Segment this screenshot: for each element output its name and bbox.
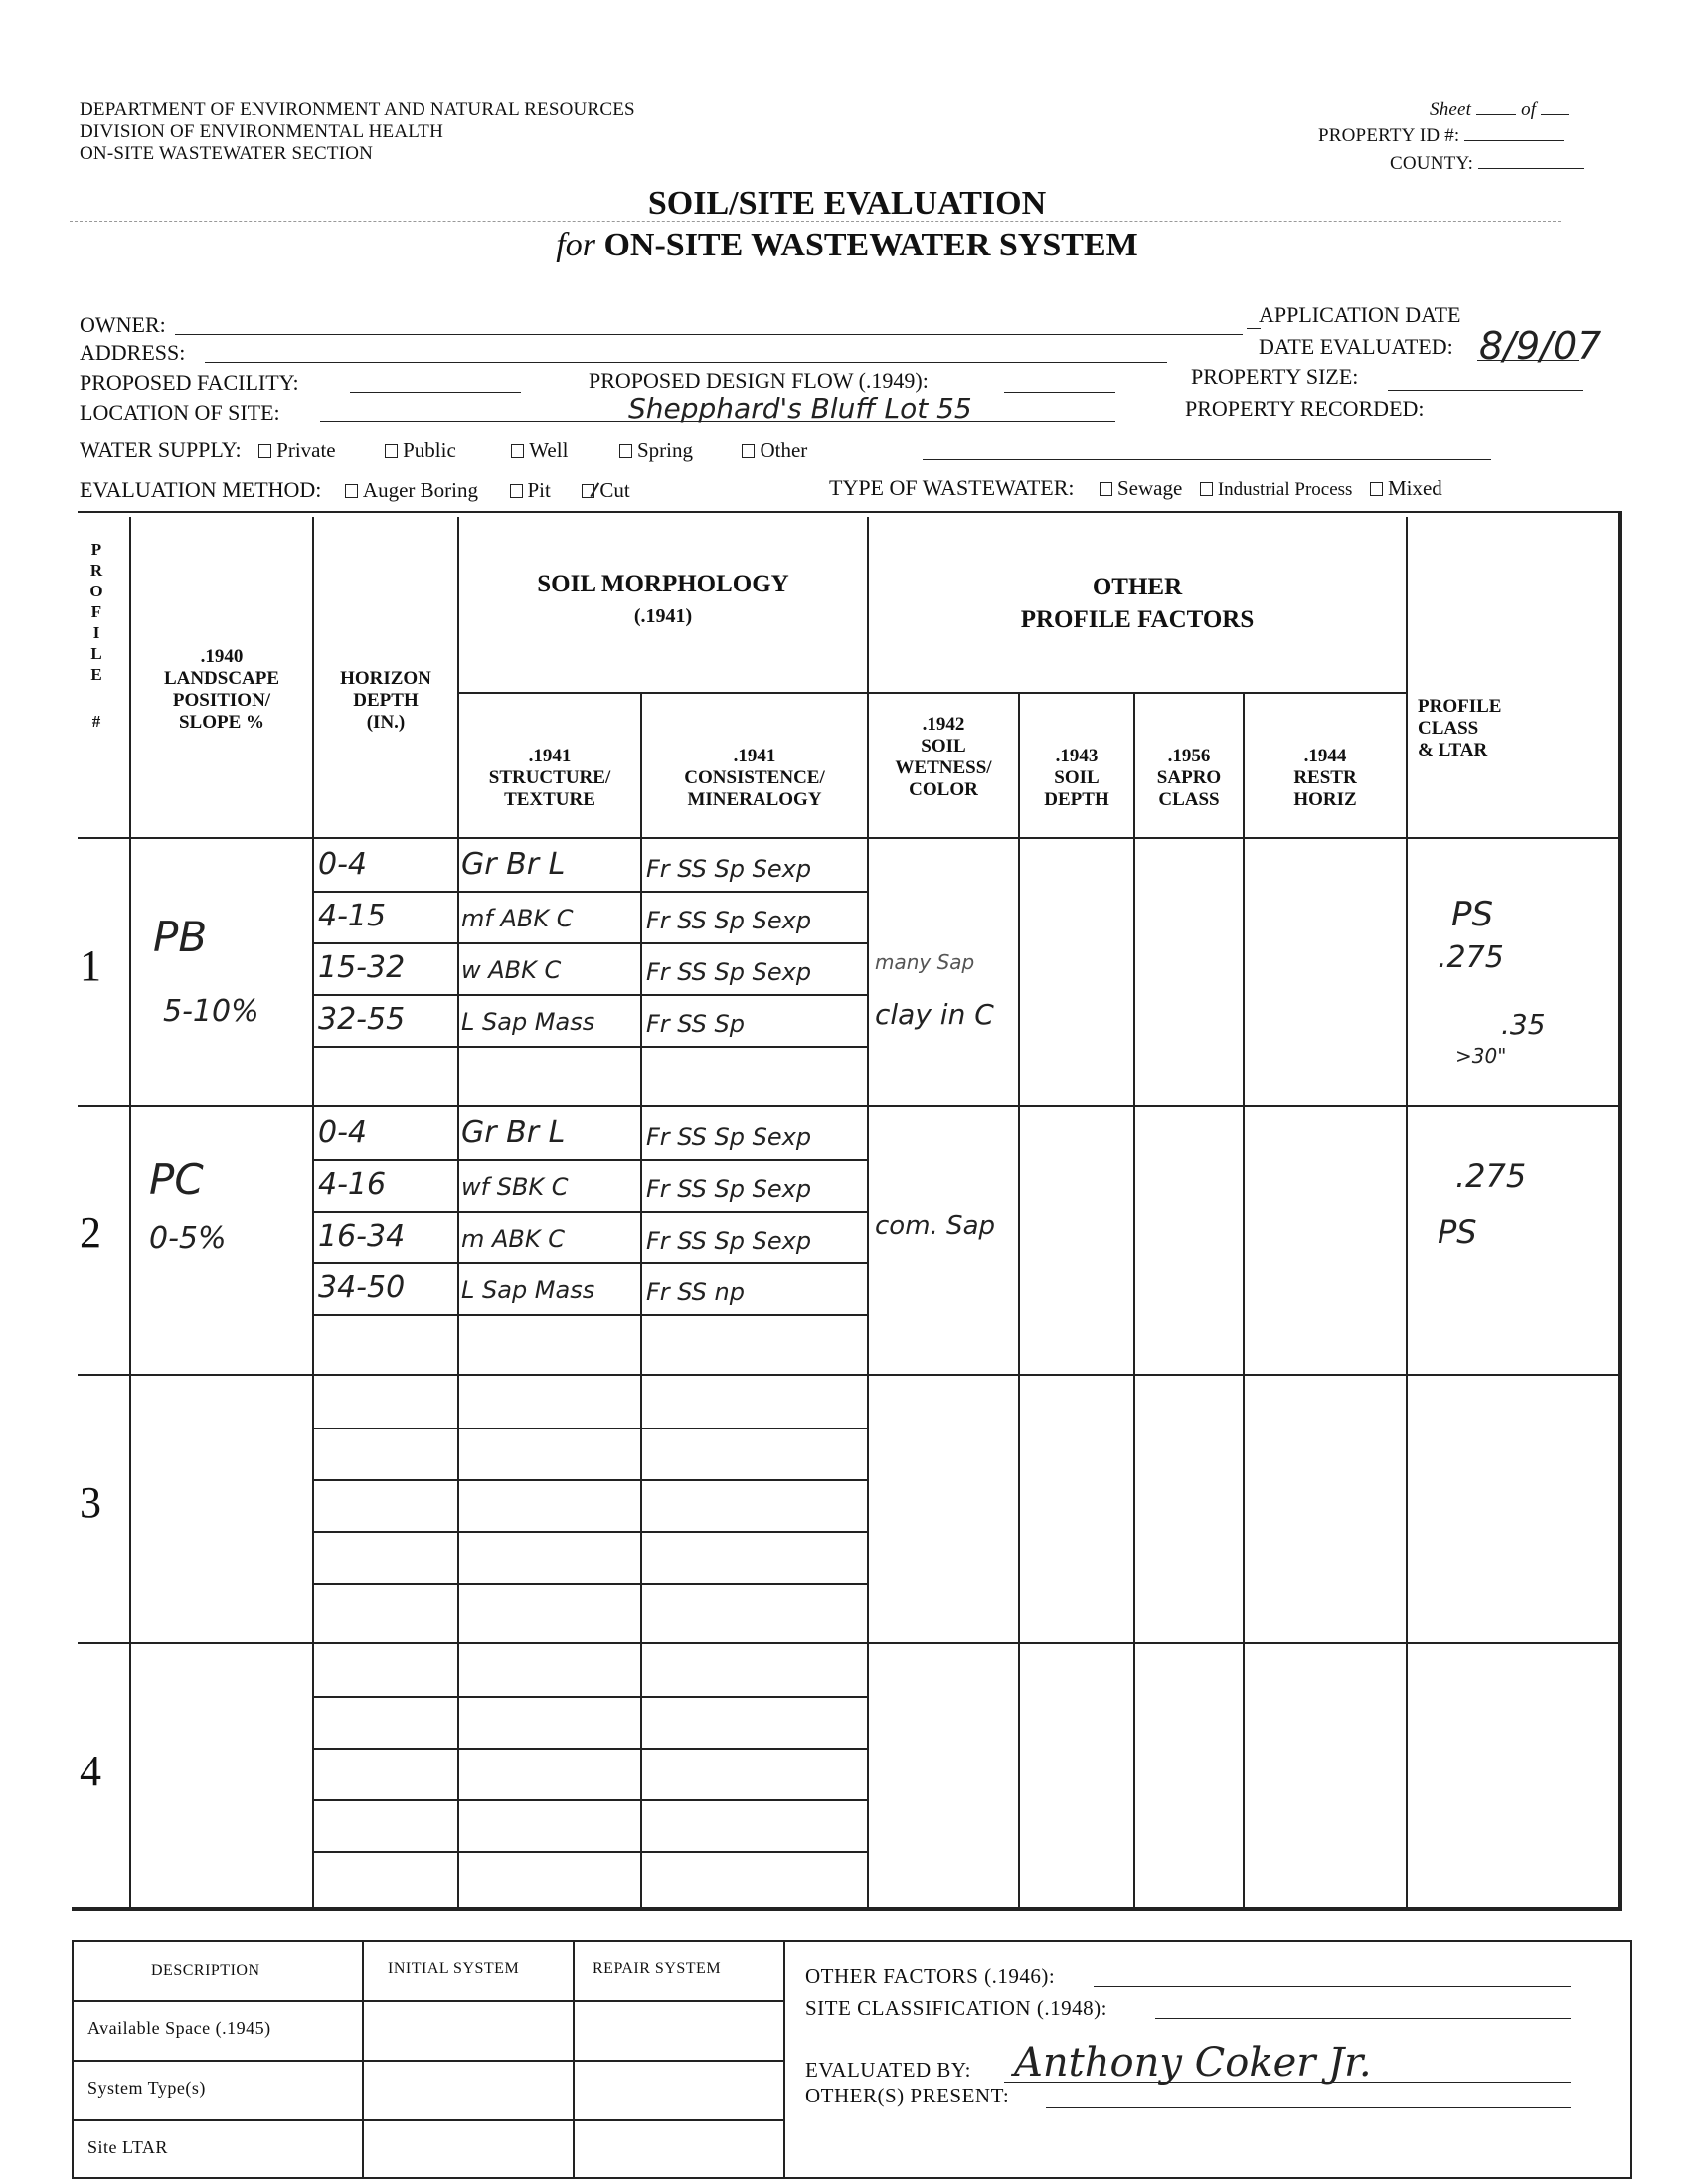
- horizon-depth: 0-4: [318, 1115, 367, 1150]
- initial-system-header: INITIAL SYSTEM: [388, 1960, 520, 1977]
- soil-wetness-note: many Sap: [875, 950, 975, 974]
- other-factors-field[interactable]: [1094, 1986, 1571, 1987]
- location-value: Shepphard's Bluff Lot 55: [628, 392, 972, 424]
- water-supply-private-label: Private: [276, 438, 336, 462]
- soil-wetness-header: [869, 714, 1018, 801]
- date-evaluated-value: 8/9/07: [1479, 324, 1602, 368]
- header-bottom-line: [78, 837, 1620, 839]
- address-label: ADDRESS:: [80, 340, 186, 365]
- structure-texture: mf ABK C: [461, 905, 574, 932]
- horizon-depth: 16-34: [318, 1219, 406, 1254]
- available-space-label: Available Space (.1945): [87, 2018, 271, 2038]
- horizon-depth: 4-16: [318, 1167, 387, 1202]
- eval-pit-label: Pit: [527, 478, 551, 502]
- other-factors-title-line: OTHER: [1092, 574, 1183, 600]
- property-size-field[interactable]: [1388, 390, 1583, 391]
- landscape-header-line: POSITION/: [172, 690, 271, 711]
- of-label: of: [1521, 99, 1537, 120]
- subrow-line: [312, 994, 867, 996]
- wastewater-sewage-label: Sewage: [1117, 476, 1183, 500]
- soil-morphology-code: (.1941): [633, 605, 693, 627]
- eval-cut[interactable]: [582, 478, 629, 502]
- profile-letter: #: [91, 712, 101, 731]
- other-factors-title-line: PROFILE FACTORS: [1020, 606, 1255, 633]
- profile-number: 4: [80, 1747, 101, 1795]
- depth-header-line: .1943: [1055, 746, 1099, 766]
- horizon-depth: 34-50: [318, 1270, 406, 1305]
- landscape-header-line: SLOPE %: [178, 712, 265, 733]
- repair-system-header: REPAIR SYSTEM: [593, 1960, 722, 1977]
- evaluated-by-label: EVALUATED BY:: [805, 2058, 971, 2082]
- subrow-line: [312, 1262, 867, 1264]
- water-supply-other[interactable]: [742, 438, 807, 462]
- horizon-depth-header: [314, 668, 457, 734]
- subrow-line: [312, 1314, 867, 1316]
- system-types-label: System Type(s): [87, 2078, 206, 2098]
- site-ltar-label: Site LTAR: [87, 2137, 168, 2157]
- profile-number: 3: [80, 1478, 101, 1527]
- date-evaluated-label: DATE EVALUATED:: [1259, 334, 1453, 359]
- slope-percent: 5-10%: [163, 994, 259, 1029]
- col-line-structure: [640, 692, 642, 1907]
- summary-row-line: [72, 2000, 785, 2002]
- wastewater-type-label: TYPE OF WASTEWATER:: [829, 475, 1075, 500]
- wastewater-industrial[interactable]: [1200, 479, 1353, 500]
- profile-class: PS: [1451, 895, 1494, 934]
- wetness-header-line: COLOR: [909, 779, 978, 800]
- water-supply-row: [80, 437, 807, 463]
- profile-letter: R: [89, 561, 103, 580]
- profile-class-header-line: PROFILE: [1418, 696, 1502, 717]
- soil-wetness-note: clay in C: [875, 998, 994, 1031]
- water-supply-private[interactable]: [258, 438, 335, 462]
- owner-label: OWNER:: [80, 312, 166, 337]
- proposed-facility-label: PROPOSED FACILITY:: [80, 370, 299, 395]
- soil-wetness-note: com. Sap: [875, 1211, 995, 1241]
- checkbox-icon[interactable]: [385, 444, 398, 458]
- subrow-line: [312, 1159, 867, 1161]
- application-date-rule: [1247, 328, 1261, 329]
- page-subtitle: [0, 227, 1694, 264]
- profile-number: 1: [80, 941, 101, 990]
- summary-row-line: [72, 2060, 785, 2062]
- site-classification-label: SITE CLASSIFICATION (.1948):: [805, 1996, 1107, 2020]
- sapro-class-header: [1135, 746, 1243, 811]
- consistence-mineralogy: Fr SS Sp Sexp: [646, 907, 812, 934]
- structure-texture: w ABK C: [461, 956, 562, 984]
- landscape-header: [131, 646, 312, 734]
- subrow-line: [312, 1531, 867, 1533]
- evaluated-by-field[interactable]: [1004, 2082, 1571, 2083]
- structure-texture: L Sap Mass: [461, 1276, 595, 1304]
- county-field: [1390, 153, 1584, 175]
- wastewater-type-row: [829, 475, 1442, 501]
- eval-cut-label: Cut: [599, 478, 630, 502]
- evaluation-method-label: EVALUATION METHOD:: [80, 477, 322, 502]
- structure-header-line: TEXTURE: [504, 789, 595, 810]
- profile-divider-2: [78, 1374, 1620, 1376]
- sheet-label: Sheet: [1430, 99, 1472, 120]
- subrow-line: [312, 1211, 867, 1213]
- water-supply-well[interactable]: [511, 438, 568, 462]
- property-id-label: PROPERTY ID #:: [1318, 125, 1460, 146]
- horizon-header-line: HORIZON: [340, 668, 431, 689]
- others-present-field[interactable]: [1046, 2107, 1571, 2108]
- ltar-value: .275: [1438, 940, 1504, 975]
- checkbox-icon[interactable]: [1200, 482, 1213, 496]
- table-top-border: [78, 511, 1620, 513]
- address-field[interactable]: [205, 362, 1167, 363]
- depth-header-line: SOIL: [1054, 767, 1100, 788]
- consistence-mineralogy: Fr SS Sp Sexp: [646, 958, 812, 986]
- water-supply-label: WATER SUPPLY:: [80, 437, 242, 462]
- profile-letter: E: [90, 665, 102, 684]
- wastewater-mixed-label: Mixed: [1387, 476, 1442, 500]
- col-line-wetness: [1018, 692, 1020, 1907]
- structure-texture-header: [459, 746, 640, 811]
- wetness-header-line: SOIL: [921, 736, 966, 756]
- col-line-depth: [1133, 692, 1135, 1907]
- wastewater-industrial-label: Industrial Process: [1217, 479, 1353, 500]
- col-line-sapro: [1243, 692, 1245, 1907]
- structure-texture: Gr Br L: [461, 847, 566, 882]
- proposed-facility-field[interactable]: [350, 392, 521, 393]
- horizon-depth: 0-4: [318, 847, 367, 882]
- consistence-header-line: MINERALOGY: [687, 789, 822, 810]
- water-supply-other-field[interactable]: [923, 459, 1491, 460]
- profile-letter: P: [90, 540, 102, 559]
- evaluation-method-row: [80, 477, 630, 503]
- water-supply-well-label: Well: [529, 438, 569, 462]
- subrow-line: [312, 891, 867, 893]
- ltar-value: .35: [1501, 1008, 1546, 1041]
- county-label: COUNTY:: [1390, 153, 1474, 174]
- summary-row-line: [72, 2119, 785, 2121]
- profile-divider-3: [78, 1642, 1620, 1644]
- owner-field[interactable]: [175, 334, 1243, 335]
- consistence-header-line: .1941: [733, 746, 776, 766]
- profile-class-header: [1408, 696, 1626, 761]
- wetness-header-line: WETNESS/: [895, 757, 992, 778]
- consistence-mineralogy-header: [642, 746, 867, 811]
- profile-class-header-line: CLASS: [1418, 718, 1479, 739]
- site-classification-field[interactable]: [1155, 2018, 1571, 2019]
- subrow-line: [312, 1851, 867, 1853]
- consistence-mineralogy: Fr SS Sp Sexp: [646, 1175, 812, 1203]
- property-recorded-label: PROPERTY RECORDED:: [1185, 396, 1425, 420]
- depth-header-line: DEPTH: [1044, 789, 1109, 810]
- water-supply-spring-label: Spring: [636, 438, 693, 462]
- eval-auger-boring[interactable]: [345, 478, 478, 502]
- eval-auger-boring-label: Auger Boring: [362, 478, 478, 502]
- landscape-position: PC: [149, 1155, 204, 1204]
- consistence-mineralogy: Fr SS np: [646, 1278, 745, 1306]
- soil-morphology-title: SOIL MORPHOLOGY: [537, 571, 789, 597]
- property-size-label: PROPERTY SIZE:: [1191, 364, 1359, 389]
- profile-number: 2: [80, 1208, 101, 1257]
- checkbox-icon[interactable]: [258, 444, 271, 458]
- wastewater-sewage[interactable]: [1100, 476, 1182, 500]
- structure-texture: L Sap Mass: [461, 1008, 595, 1036]
- wetness-header-line: .1942: [922, 714, 965, 735]
- dept-line-1: DEPARTMENT OF ENVIRONMENT AND NATURAL RESOURCES: [80, 99, 635, 120]
- profile-number-header: [82, 539, 111, 732]
- structure-header-line: STRUCTURE/: [488, 767, 611, 788]
- department-header: [80, 99, 635, 165]
- header-group-divider: [457, 692, 1406, 694]
- structure-texture: wf SBK C: [461, 1173, 569, 1201]
- subrow-line: [312, 1046, 867, 1048]
- subrow-line: [312, 1583, 867, 1585]
- date-evaluated-field[interactable]: [1477, 360, 1579, 361]
- ltar-note: >30": [1455, 1044, 1507, 1068]
- wastewater-mixed[interactable]: [1370, 476, 1442, 500]
- sapro-header-line: CLASS: [1158, 789, 1220, 810]
- design-flow-label: PROPOSED DESIGN FLOW (.1949):: [589, 368, 929, 393]
- page-title: SOIL/SITE EVALUATION: [647, 185, 1047, 222]
- structure-texture: Gr Br L: [461, 1115, 566, 1150]
- subtitle-for: for: [556, 227, 595, 263]
- soil-depth-header: [1020, 746, 1133, 811]
- checkbox-icon[interactable]: [1370, 482, 1383, 496]
- soil-morphology-header: [459, 569, 867, 632]
- consistence-header-line: CONSISTENCE/: [684, 767, 825, 788]
- consistence-mineralogy: Fr SS Sp Sexp: [646, 1123, 812, 1151]
- application-date-label: APPLICATION DATE: [1259, 302, 1461, 327]
- subrow-line: [312, 1799, 867, 1801]
- sheet-of: [1430, 99, 1569, 121]
- restr-header-line: .1944: [1303, 746, 1347, 766]
- other-factors-label: OTHER FACTORS (.1946):: [805, 1964, 1056, 1988]
- water-supply-other-label: Other: [760, 438, 808, 462]
- other-profile-factors-header: [869, 571, 1406, 636]
- subrow-line: [312, 1696, 867, 1698]
- horizon-depth: 4-15: [318, 899, 387, 933]
- profile-class-header-line: & LTAR: [1418, 740, 1488, 760]
- checkbox-icon[interactable]: [510, 484, 523, 498]
- profile-letter: F: [90, 602, 102, 621]
- checkbox-checked-icon[interactable]: [582, 484, 594, 498]
- location-label: LOCATION OF SITE:: [80, 400, 280, 424]
- evaluator-signature: Anthony Coker Jr.: [1014, 2040, 1372, 2086]
- checkbox-icon[interactable]: [619, 444, 632, 458]
- profile-class: PS: [1438, 1213, 1477, 1251]
- subrow-line: [312, 1428, 867, 1429]
- consistence-mineralogy: Fr SS Sp Sexp: [646, 1227, 812, 1255]
- consistence-mineralogy: Fr SS Sp Sexp: [646, 855, 812, 883]
- description-header: DESCRIPTION: [151, 1962, 260, 1979]
- horizon-depth: 32-55: [318, 1002, 406, 1037]
- property-id-field: [1318, 125, 1564, 147]
- landscape-header-line: .1940: [200, 646, 244, 667]
- checkbox-icon[interactable]: [511, 444, 524, 458]
- table-bottom-border: [72, 1907, 1622, 1911]
- structure-texture: m ABK C: [461, 1225, 566, 1253]
- water-supply-public-label: Public: [403, 438, 456, 462]
- horizon-header-line: (IN.): [366, 712, 406, 733]
- landscape-header-line: LANDSCAPE: [163, 668, 280, 689]
- subrow-line: [312, 1748, 867, 1750]
- design-flow-field[interactable]: [1004, 392, 1115, 393]
- restr-horiz-header: [1245, 746, 1406, 811]
- ltar-value: .275: [1455, 1157, 1527, 1195]
- sapro-header-line: SAPRO: [1156, 767, 1222, 788]
- others-present-label: OTHER(S) PRESENT:: [805, 2084, 1010, 2107]
- eval-pit[interactable]: [510, 478, 551, 502]
- restr-header-line: HORIZ: [1293, 789, 1357, 810]
- checkbox-icon[interactable]: [345, 484, 358, 498]
- subrow-line: [312, 1479, 867, 1481]
- subrow-line: [312, 942, 867, 944]
- dept-line-2: DIVISION OF ENVIRONMENTAL HEALTH: [80, 121, 444, 142]
- profile-letter: I: [92, 623, 100, 642]
- landscape-position: PB: [153, 913, 208, 961]
- sapro-header-line: .1956: [1167, 746, 1211, 766]
- slope-percent: 0-5%: [149, 1221, 227, 1256]
- water-supply-spring[interactable]: [619, 438, 693, 462]
- consistence-mineralogy: Fr SS Sp: [646, 1010, 746, 1038]
- horizon-header-line: DEPTH: [353, 690, 419, 711]
- restr-header-line: RESTR: [1293, 767, 1357, 788]
- checkbox-icon[interactable]: [1100, 482, 1112, 496]
- checkbox-icon[interactable]: [742, 444, 755, 458]
- water-supply-public[interactable]: [385, 438, 456, 462]
- subtitle-text: ON-SITE WASTEWATER SYSTEM: [603, 227, 1138, 263]
- profile-divider-1: [78, 1105, 1620, 1107]
- profile-letter: O: [89, 582, 103, 600]
- horizon-depth: 15-32: [318, 950, 406, 985]
- structure-header-line: .1941: [528, 746, 572, 766]
- profile-letter: L: [90, 644, 102, 663]
- dept-line-3: ON-SITE WASTEWATER SECTION: [80, 143, 374, 164]
